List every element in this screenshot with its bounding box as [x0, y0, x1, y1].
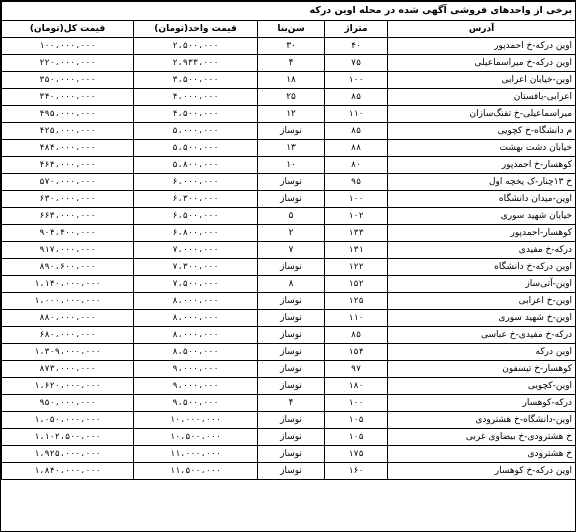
cell-total-price: ۳۴۰،۰۰۰،۰۰۰ [2, 89, 134, 106]
table-row [2, 361, 576, 378]
cell-address: میراسماعیلی-خ تفنگ‌سازان [388, 106, 576, 123]
cell-total-price: ۶۸۰،۰۰۰،۰۰۰ [2, 327, 134, 344]
cell-unit-price: ۹،۵۰۰،۰۰۰ [134, 395, 258, 412]
cell-address: خ هشترودی [388, 446, 576, 463]
cell-age: نوساز [258, 429, 325, 446]
cell-age: ۱۰ [258, 157, 325, 174]
cell-address: اوین درکه-خ کوهسار [388, 463, 576, 480]
cell-address: کوهسار-خ احمدپور [388, 157, 576, 174]
cell-address: اوین درکه-خ میراسماعیلی [388, 55, 576, 72]
cell-age: نوساز [258, 344, 325, 361]
table-row [2, 225, 576, 242]
table-row [2, 293, 576, 310]
cell-address: خ ۱۳چنار-ک یخچه اول [388, 174, 576, 191]
cell-total-price: ۸۹۰،۶۰۰،۰۰۰ [2, 259, 134, 276]
table-row [2, 55, 576, 72]
table-row [2, 463, 576, 480]
cell-total-price: ۴۶۴،۰۰۰،۰۰۰ [2, 157, 134, 174]
cell-age: ۳۰ [258, 38, 325, 55]
cell-total-price: ۶۳۰،۰۰۰،۰۰۰ [2, 191, 134, 208]
cell-area: ۱۰۵ [325, 412, 388, 429]
cell-area: ۱۱۰ [325, 106, 388, 123]
cell-area: ۸۵ [325, 123, 388, 140]
cell-total-price: ۹۱۷،۰۰۰،۰۰۰ [2, 242, 134, 259]
cell-age: نوساز [258, 123, 325, 140]
table-row [2, 327, 576, 344]
cell-address: اوین-آتی‌ساز [388, 276, 576, 293]
cell-address: اوین درکه [388, 344, 576, 361]
cell-address: درکه-کوهسار [388, 395, 576, 412]
cell-address: اوین-خ شهید سوری [388, 310, 576, 327]
cell-unit-price: ۶،۵۰۰،۰۰۰ [134, 208, 258, 225]
cell-area: ۱۱۰ [325, 310, 388, 327]
table-row [2, 429, 576, 446]
cell-unit-price: ۸،۰۰۰،۰۰۰ [134, 327, 258, 344]
cell-unit-price: ۹،۰۰۰،۰۰۰ [134, 361, 258, 378]
cell-area: ۱۵۲ [325, 276, 388, 293]
cell-age: ۲۵ [258, 89, 325, 106]
cell-area: ۸۰ [325, 157, 388, 174]
cell-total-price: ۱۰۰،۰۰۰،۰۰۰ [2, 38, 134, 55]
cell-age: نوساز [258, 259, 325, 276]
cell-age: ۱۲ [258, 106, 325, 123]
table-row [2, 310, 576, 327]
cell-area: ۸۸ [325, 140, 388, 157]
cell-area: ۱۵۴ [325, 344, 388, 361]
cell-address: اوین-خیابان اعرابی [388, 72, 576, 89]
cell-area: ۱۷۵ [325, 446, 388, 463]
cell-address: اوین-دانشگاه-خ هشترودی [388, 412, 576, 429]
cell-unit-price: ۷،۳۰۰،۰۰۰ [134, 259, 258, 276]
cell-total-price: ۴۸۴،۰۰۰،۰۰۰ [2, 140, 134, 157]
cell-age: ۷ [258, 242, 325, 259]
table-row [2, 123, 576, 140]
cell-total-price: ۱،۳۰۹،۰۰۰،۰۰۰ [2, 344, 134, 361]
cell-address: خیابان شهید سوری [388, 208, 576, 225]
cell-address: کوهسار-احمدپور [388, 225, 576, 242]
cell-area: ۱۰۰ [325, 191, 388, 208]
table-row [2, 208, 576, 225]
cell-total-price: ۱،۹۲۵،۰۰۰،۰۰۰ [2, 446, 134, 463]
cell-age: ۲ [258, 225, 325, 242]
cell-total-price: ۱،۰۵۰،۰۰۰،۰۰۰ [2, 412, 134, 429]
cell-age: ۱۸ [258, 72, 325, 89]
cell-unit-price: ۶،۳۰۰،۰۰۰ [134, 191, 258, 208]
table-title: برخی از واحدهای فروشی آگهی شده در محله اوین درکه [2, 2, 576, 21]
cell-unit-price: ۶،۰۰۰،۰۰۰ [134, 174, 258, 191]
table-row [2, 259, 576, 276]
cell-unit-price: ۵،۸۰۰،۰۰۰ [134, 157, 258, 174]
cell-total-price: ۹۵۰،۰۰۰،۰۰۰ [2, 395, 134, 412]
cell-area: ۱۰۰ [325, 395, 388, 412]
cell-age: نوساز [258, 378, 325, 395]
cell-area: ۹۵ [325, 174, 388, 191]
cell-unit-price: ۱۰،۵۰۰،۰۰۰ [134, 429, 258, 446]
table-row [2, 38, 576, 55]
cell-total-price: ۳۵۰،۰۰۰،۰۰۰ [2, 72, 134, 89]
cell-unit-price: ۸،۰۰۰،۰۰۰ [134, 310, 258, 327]
cell-area: ۷۵ [325, 55, 388, 72]
cell-unit-price: ۵،۰۰۰،۰۰۰ [134, 123, 258, 140]
cell-address: کوهسار-خ تیسفون [388, 361, 576, 378]
table-title-row [2, 2, 576, 21]
cell-area: ۱۸۰ [325, 378, 388, 395]
table-row [2, 446, 576, 463]
cell-unit-price: ۲،۹۳۳،۰۰۰ [134, 55, 258, 72]
cell-age: نوساز [258, 463, 325, 480]
cell-total-price: ۵۷۰،۰۰۰،۰۰۰ [2, 174, 134, 191]
cell-total-price: ۱،۱۴۰،۰۰۰،۰۰۰ [2, 276, 134, 293]
cell-unit-price: ۱۰،۰۰۰،۰۰۰ [134, 412, 258, 429]
cell-area: ۸۵ [325, 89, 388, 106]
cell-area: ۱۰۲ [325, 208, 388, 225]
cell-area: ۱۳۳ [325, 225, 388, 242]
cell-total-price: ۴۲۵،۰۰۰،۰۰۰ [2, 123, 134, 140]
cell-unit-price: ۷،۵۰۰،۰۰۰ [134, 276, 258, 293]
cell-total-price: ۲۲۰،۰۰۰،۰۰۰ [2, 55, 134, 72]
cell-address: خ هشترودی-خ بیضاوی غربی [388, 429, 576, 446]
cell-age: نوساز [258, 191, 325, 208]
cell-age: نوساز [258, 310, 325, 327]
cell-total-price: ۸۷۳،۰۰۰،۰۰۰ [2, 361, 134, 378]
cell-address: اوین-خ اعرابی [388, 293, 576, 310]
cell-area: ۱۰۵ [325, 429, 388, 446]
cell-area: ۱۶۰ [325, 463, 388, 480]
cell-age: ۴ [258, 55, 325, 72]
listings-table [1, 1, 576, 480]
cell-unit-price: ۸،۵۰۰،۰۰۰ [134, 344, 258, 361]
table-header-row [2, 21, 576, 38]
cell-unit-price: ۴،۵۰۰،۰۰۰ [134, 106, 258, 123]
cell-unit-price: ۸،۰۰۰،۰۰۰ [134, 293, 258, 310]
cell-unit-price: ۱۱،۰۰۰،۰۰۰ [134, 446, 258, 463]
cell-age: نوساز [258, 293, 325, 310]
cell-total-price: ۸۸۰،۰۰۰،۰۰۰ [2, 310, 134, 327]
cell-age: ۱۳ [258, 140, 325, 157]
table-row [2, 242, 576, 259]
table-row [2, 395, 576, 412]
cell-unit-price: ۷،۰۰۰،۰۰۰ [134, 242, 258, 259]
cell-area: ۹۷ [325, 361, 388, 378]
table-row [2, 191, 576, 208]
cell-address: م دانشگاه-خ کچویی [388, 123, 576, 140]
table-row [2, 157, 576, 174]
cell-age: نوساز [258, 446, 325, 463]
cell-address: اوین-کچویی [388, 378, 576, 395]
table-row [2, 174, 576, 191]
cell-age: ۸ [258, 276, 325, 293]
cell-age: نوساز [258, 327, 325, 344]
table-row [2, 72, 576, 89]
cell-unit-price: ۱۱،۵۰۰،۰۰۰ [134, 463, 258, 480]
cell-address: اعرابی-بافستان [388, 89, 576, 106]
cell-total-price: ۹۰۴،۴۰۰،۰۰۰ [2, 225, 134, 242]
cell-address: اوین درکه-خ احمدپور [388, 38, 576, 55]
cell-age: نوساز [258, 412, 325, 429]
table-row [2, 378, 576, 395]
header-address: آدرس [388, 21, 576, 38]
header-total-price: قیمت کل(تومان) [2, 21, 134, 38]
cell-area: ۸۵ [325, 327, 388, 344]
cell-total-price: ۱،۸۴۰،۰۰۰،۰۰۰ [2, 463, 134, 480]
cell-address: درکه-خ مفیدی-خ عباسی [388, 327, 576, 344]
cell-age: نوساز [258, 361, 325, 378]
cell-total-price: ۱،۰۰۰،۰۰۰،۰۰۰ [2, 293, 134, 310]
table-row [2, 140, 576, 157]
cell-unit-price: ۳،۵۰۰،۰۰۰ [134, 72, 258, 89]
cell-unit-price: ۶،۸۰۰،۰۰۰ [134, 225, 258, 242]
cell-address: درکه-خ مفیدی [388, 242, 576, 259]
table-row [2, 106, 576, 123]
header-unit-price: قیمت واحد(تومان) [134, 21, 258, 38]
cell-area: ۱۳۱ [325, 242, 388, 259]
cell-area: ۱۲۵ [325, 293, 388, 310]
cell-unit-price: ۲،۵۰۰،۰۰۰ [134, 38, 258, 55]
header-area: متراژ [325, 21, 388, 38]
cell-unit-price: ۹،۰۰۰،۰۰۰ [134, 378, 258, 395]
table-row [2, 344, 576, 361]
header-age: سن‌بنا [258, 21, 325, 38]
cell-unit-price: ۴،۰۰۰،۰۰۰ [134, 89, 258, 106]
table-row [2, 276, 576, 293]
cell-total-price: ۶۶۳،۰۰۰،۰۰۰ [2, 208, 134, 225]
cell-age: نوساز [258, 174, 325, 191]
cell-total-price: ۱،۱۰۲،۵۰۰،۰۰۰ [2, 429, 134, 446]
cell-area: ۱۰۰ [325, 72, 388, 89]
cell-area: ۴۰ [325, 38, 388, 55]
table-row [2, 89, 576, 106]
table-row [2, 412, 576, 429]
cell-area: ۱۲۲ [325, 259, 388, 276]
cell-address: خیابان دشت بهشت [388, 140, 576, 157]
cell-total-price: ۱،۶۲۰،۰۰۰،۰۰۰ [2, 378, 134, 395]
cell-age: ۵ [258, 208, 325, 225]
cell-unit-price: ۵،۵۰۰،۰۰۰ [134, 140, 258, 157]
cell-address: اوین-میدان دانشگاه [388, 191, 576, 208]
cell-total-price: ۴۹۵،۰۰۰،۰۰۰ [2, 106, 134, 123]
cell-address: اوین درکه-خ دانشگاه [388, 259, 576, 276]
cell-age: ۴ [258, 395, 325, 412]
